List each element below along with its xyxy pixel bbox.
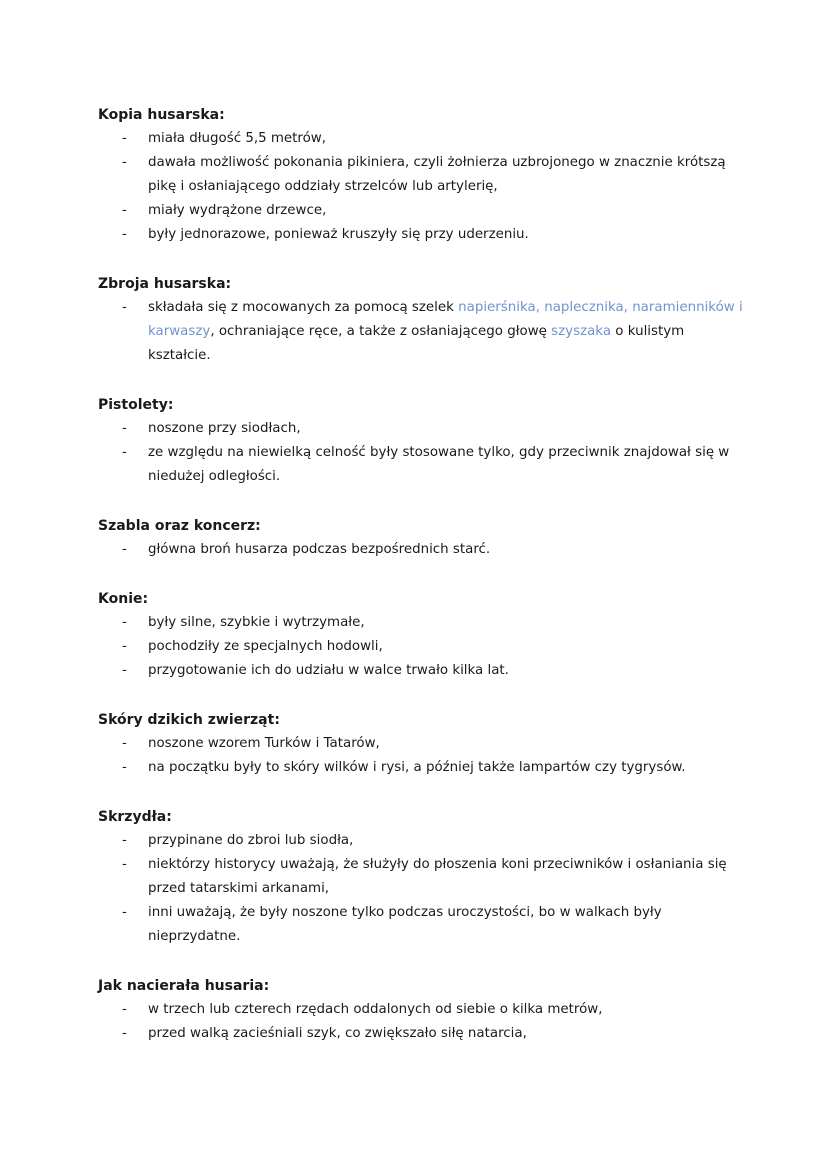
list-item bbox=[98, 538, 758, 562]
bullet-dash: - bbox=[122, 203, 127, 218]
bullet-dash: - bbox=[122, 131, 127, 146]
bullet-list bbox=[98, 538, 758, 562]
list-item-text bbox=[148, 853, 748, 901]
section bbox=[98, 514, 758, 562]
text-segment: na początku były to skóry wilków i rysi, a później także lampartów czy tygrysów. bbox=[148, 760, 686, 775]
list-item-text bbox=[148, 1022, 748, 1046]
link-text[interactable]: napierśnika, naplecznika, naramienników i karwaszy bbox=[148, 300, 743, 339]
list-item bbox=[98, 829, 758, 853]
text-segment: o kulistym kształcie. bbox=[148, 324, 685, 363]
list-item bbox=[98, 659, 758, 683]
bullet-dash: - bbox=[122, 857, 127, 872]
text-segment: w trzech lub czterech rzędach oddalonych od siebie o kilka metrów, bbox=[148, 1002, 603, 1017]
bullet-list bbox=[98, 296, 758, 368]
list-item bbox=[98, 296, 758, 368]
text-segment: główna broń husarza podczas bezpośrednich starć. bbox=[148, 542, 491, 557]
text-segment: niektórzy historycy uważają, że służyły do płoszenia koni przeciwników i osłaniania się przed tatarskimi arkanami, bbox=[148, 857, 727, 896]
section bbox=[98, 587, 758, 683]
list-item-text bbox=[148, 417, 748, 441]
list-item bbox=[98, 635, 758, 659]
list-item-text bbox=[148, 151, 748, 199]
section-heading: Skóry dzikich zwierząt: bbox=[98, 712, 280, 728]
list-item-text bbox=[148, 635, 748, 659]
bullet-dash: - bbox=[122, 663, 127, 678]
section-heading: Szabla oraz koncerz: bbox=[98, 518, 261, 534]
list-item bbox=[98, 223, 758, 247]
list-item bbox=[98, 199, 758, 223]
section bbox=[98, 272, 758, 368]
section bbox=[98, 974, 758, 1046]
section bbox=[98, 805, 758, 949]
bullet-list bbox=[98, 998, 758, 1046]
section-heading: Jak nacierała husaria: bbox=[98, 978, 270, 994]
list-item bbox=[98, 756, 758, 780]
list-item bbox=[98, 1022, 758, 1046]
text-segment: ze względu na niewielką celność były stosowane tylko, gdy przeciwnik znajdował się w niedużej odległości. bbox=[148, 445, 730, 484]
bullet-dash: - bbox=[122, 445, 127, 460]
bullet-dash: - bbox=[122, 227, 127, 242]
text-segment: noszone przy siodłach, bbox=[148, 421, 301, 436]
bullet-list bbox=[98, 611, 758, 683]
document-page bbox=[98, 103, 758, 1071]
list-item bbox=[98, 998, 758, 1022]
list-item-text bbox=[148, 901, 748, 949]
list-item bbox=[98, 417, 758, 441]
bullet-dash: - bbox=[122, 1002, 127, 1017]
link-text[interactable]: szyszaka bbox=[551, 324, 612, 339]
section-heading: Pistolety: bbox=[98, 397, 174, 413]
text-segment: były silne, szybkie i wytrzymałe, bbox=[148, 615, 365, 630]
bullet-list bbox=[98, 417, 758, 489]
list-item-text bbox=[148, 829, 748, 853]
text-segment: miała długość 5,5 metrów, bbox=[148, 131, 327, 146]
bullet-dash: - bbox=[122, 421, 127, 436]
list-item-text bbox=[148, 127, 748, 151]
list-item bbox=[98, 853, 758, 901]
text-segment: pochodziły ze specjalnych hodowli, bbox=[148, 639, 383, 654]
bullet-list bbox=[98, 127, 758, 247]
list-item-text bbox=[148, 296, 748, 368]
text-segment: , ochraniające ręce, a także z osłaniającego głowę bbox=[210, 324, 552, 339]
section-heading: Skrzydła: bbox=[98, 809, 172, 825]
list-item-text bbox=[148, 611, 748, 635]
list-item-text bbox=[148, 756, 748, 780]
bullet-dash: - bbox=[122, 639, 127, 654]
text-segment: miały wydrążone drzewce, bbox=[148, 203, 327, 218]
list-item-text bbox=[148, 199, 748, 223]
bullet-dash: - bbox=[122, 736, 127, 751]
text-segment: noszone wzorem Turków i Tatarów, bbox=[148, 736, 380, 751]
list-item bbox=[98, 151, 758, 199]
bullet-list bbox=[98, 829, 758, 949]
bullet-list bbox=[98, 732, 758, 780]
text-segment: przed walką zacieśniali szyk, co zwiększało siłę natarcia, bbox=[148, 1026, 527, 1041]
section-heading: Zbroja husarska: bbox=[98, 276, 232, 292]
bullet-dash: - bbox=[122, 615, 127, 630]
text-segment: inni uważają, że były noszone tylko podczas uroczystości, bo w walkach były nieprzydatne. bbox=[148, 905, 662, 944]
list-item-text bbox=[148, 223, 748, 247]
text-segment: składała się z mocowanych za pomocą szelek bbox=[148, 300, 459, 315]
bullet-dash: - bbox=[122, 905, 127, 920]
list-item-text bbox=[148, 659, 748, 683]
text-segment: były jednorazowe, ponieważ kruszyły się przy uderzeniu. bbox=[148, 227, 529, 242]
bullet-dash: - bbox=[122, 760, 127, 775]
list-item-text bbox=[148, 441, 748, 489]
section-heading: Kopia husarska: bbox=[98, 107, 225, 123]
list-item bbox=[98, 441, 758, 489]
text-segment: przypinane do zbroi lub siodła, bbox=[148, 833, 354, 848]
text-segment: przygotowanie ich do udziału w walce trwało kilka lat. bbox=[148, 663, 509, 678]
text-segment: dawała możliwość pokonania pikiniera, czyli żołnierza uzbrojonego w znacznie krótszą pikę i osłaniającego oddziały strzelców lub artylerię, bbox=[148, 155, 726, 194]
bullet-dash: - bbox=[122, 155, 127, 170]
bullet-dash: - bbox=[122, 1026, 127, 1041]
section bbox=[98, 708, 758, 780]
bullet-dash: - bbox=[122, 833, 127, 848]
bullet-dash: - bbox=[122, 300, 127, 315]
section bbox=[98, 393, 758, 489]
list-item-text bbox=[148, 998, 748, 1022]
section-heading: Konie: bbox=[98, 591, 149, 607]
list-item bbox=[98, 901, 758, 949]
list-item bbox=[98, 127, 758, 151]
section bbox=[98, 103, 758, 247]
bullet-dash: - bbox=[122, 542, 127, 557]
list-item-text bbox=[148, 732, 748, 756]
list-item bbox=[98, 611, 758, 635]
list-item-text bbox=[148, 538, 748, 562]
list-item bbox=[98, 732, 758, 756]
